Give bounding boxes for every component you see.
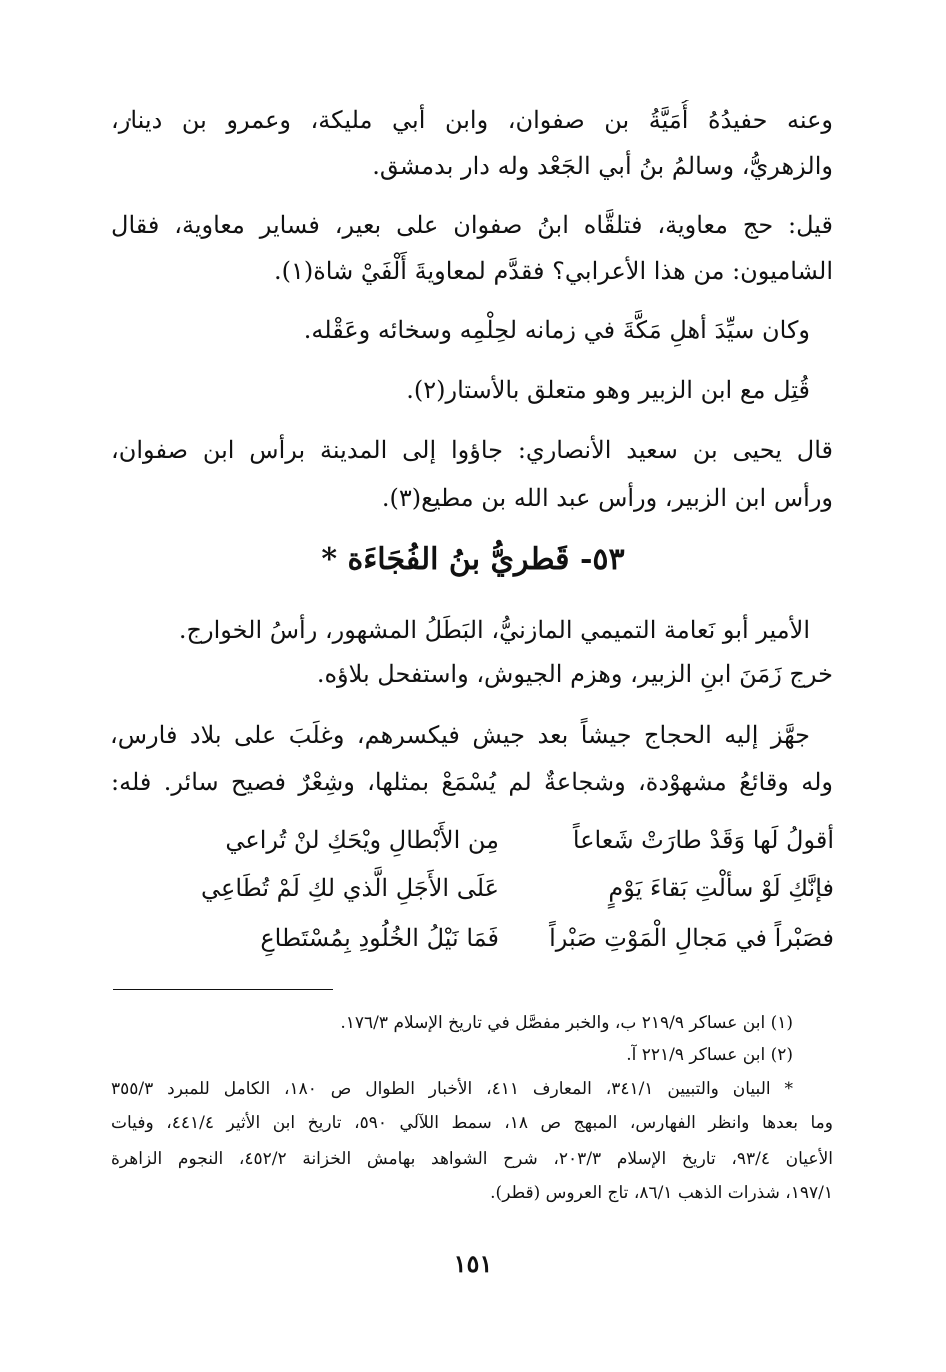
verse-first-hemistich: فإنَّكِ لَوْ سألْتِ بَقاءَ يَوْمٍ	[608, 874, 834, 902]
page-number: ١٥١	[453, 1249, 493, 1278]
poem-verse	[201, 868, 834, 908]
footnote-separator	[113, 989, 333, 990]
body-line: الشاميون: من هذا الأعرابي؟ فقدَّم لمعاويةَ أَلْفَيْ شاة(١).	[273, 257, 833, 285]
body-line: والزهريُّ، وسالمُ بنُ أبي الجَعْد وله دار بدمشق.	[372, 152, 833, 180]
body-line: وله وقائعُ مشهوْدة، وشجاعةٌ لم يُسْمَعْ بمثلها، وشِعْرٌ فصيح سائر. فله:	[111, 768, 833, 796]
footnote: (٢) ابن عساكر ٢٢١/٩ آ.	[626, 1045, 793, 1065]
verse-second-hemistich: فَمَا نَيْلُ الخُلُودِ بِمُسْتَطاعِ	[260, 924, 499, 952]
source-note-line: ١٩٧/١، شذرات الذهب ٨٦/١، تاج العروس (قطر).	[490, 1183, 833, 1203]
body-line: خرج زَمَنَ ابنِ الزبير، وهزم الجيوش، واستفحل بلاؤه.	[316, 660, 833, 688]
section-heading: ٥٣- قَطريُّ بنُ الفُجَاءَة *	[321, 542, 625, 577]
body-line: جهَّز إليه الحجاج جيشاً بعد جيش فيكسرهم، وغلَبَ على بلاد فارس،	[110, 721, 810, 749]
body-line: الأمير أبو نَعامة التميمي المازنيُّ، البَطَلُ المشهور، رأسُ الخوارج.	[178, 616, 810, 644]
poem-verse	[222, 918, 834, 958]
body-line: وعنه حفيدُهُ أُمَيَّةُ بن صفوان، وابن أبي مليكة، وعمرو بن دينار،	[111, 106, 833, 134]
body-line: قيل: حج معاوية، فتلقَّاه ابنُ صفوان على بعير، فساير معاوية، فقال	[111, 211, 833, 239]
verse-second-hemistich: مِن الأَبْطالِ ويْحَكِ لنْ تُراعي	[225, 826, 499, 854]
source-note-line: * البيان والتبيين ٣٤١/١، المعارف ٤١١، الأخبار الطوال ص ١٨٠، الكامل للمبرد ٣٥٥/٣	[111, 1079, 793, 1099]
poem-verse	[222, 820, 834, 860]
body-line: وكان سيِّدَ أهلِ مَكَّةَ في زمانه لحِلْمِه وسخائه وعَقْله.	[303, 316, 810, 344]
verse-first-hemistich: أقولُ لَها وَقَدْ طارَتْ شَعاعاً	[572, 826, 834, 854]
body-line: قال يحيى بن سعيد الأنصاري: جاؤوا إلى المدينة برأس ابن صفوان،	[111, 436, 833, 464]
footnote: (١) ابن عساكر ٢١٩/٩ ب، والخبر مفصَّل في تاريخ الإسلام ١٧٦/٣.	[340, 1013, 793, 1033]
source-note-line: وما بعدها وانظر الفهارس، المبهج ص ١٨، سمط اللآلي ٥٩٠، تاريخ ابن الأثير ٤٤١/٤، وفيات	[111, 1113, 833, 1133]
body-line: ورأس ابن الزبير، ورأس عبد الله بن مطيع(٣).	[381, 484, 833, 512]
verse-first-hemistich: فصَبْراً في مَجالِ الْمَوْتِ صَبْراً	[549, 924, 834, 952]
body-line: قُتِل مع ابن الزبير وهو متعلق بالأستار(٢).	[406, 376, 810, 404]
verse-second-hemistich: عَلَى الأَجَلِ الَّذي لكِ لَمْ تُطَاعِي	[201, 874, 499, 902]
source-note-line: الأعيان ٩٣/٤، تاريخ الإسلام ٢٠٣/٣، شرح الشواهد بهامش الخزانة ٤٥٢/٢، النجوم الزاهرة	[111, 1149, 833, 1169]
